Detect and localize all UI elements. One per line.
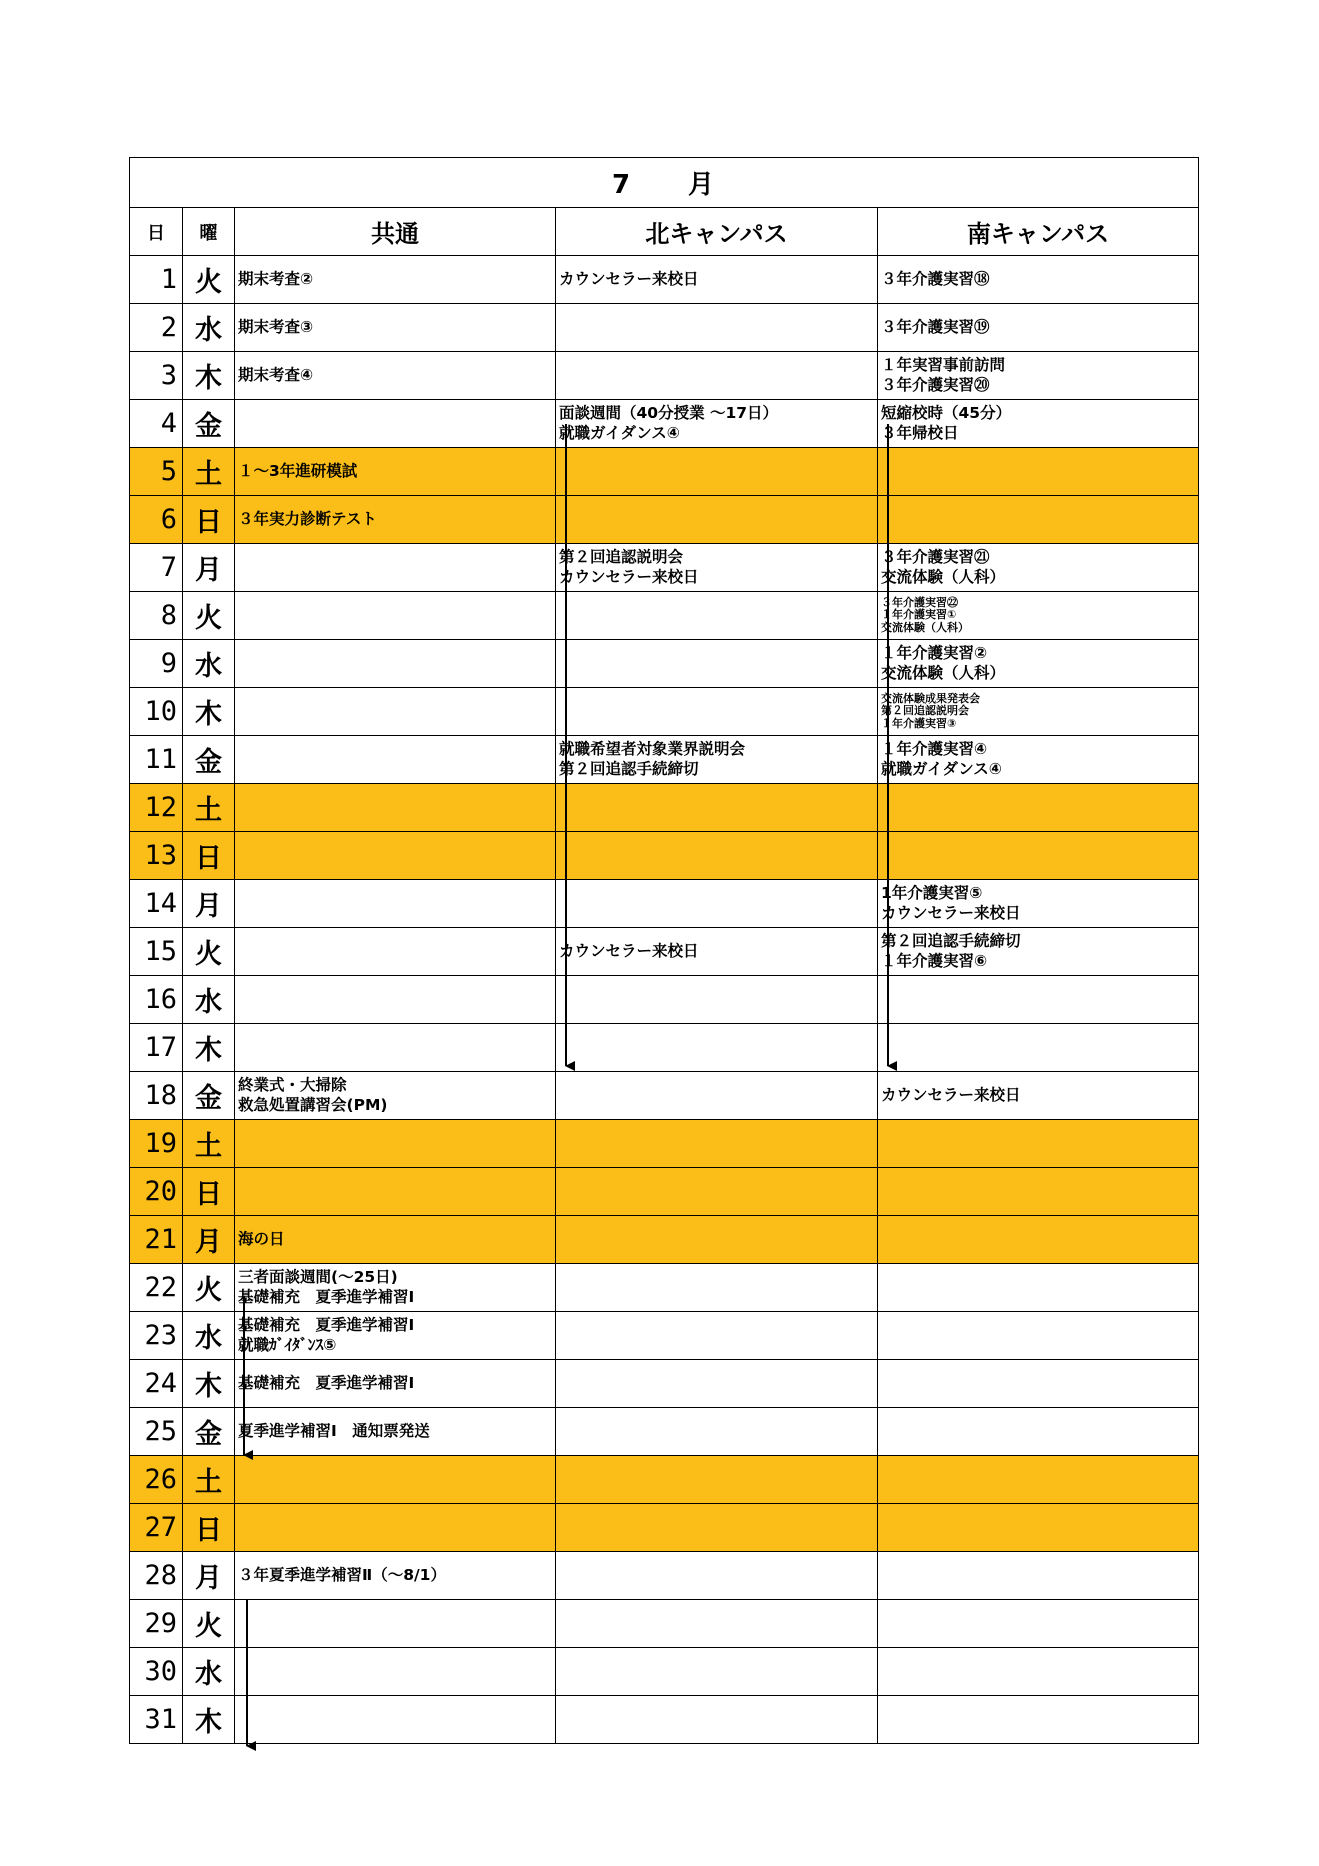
- south-event-text: 交流体験（人科）: [881, 567, 1006, 586]
- north-cell: [556, 544, 878, 592]
- day-row: [130, 1360, 1199, 1408]
- day-of-week: 月: [183, 1552, 235, 1600]
- day-number: 28: [130, 1552, 183, 1600]
- common-event-text: 期末考査④: [238, 365, 314, 384]
- south-cell: [878, 1120, 1199, 1168]
- day-row: [130, 1408, 1199, 1456]
- south-cell: [878, 688, 1199, 736]
- south-cell: [878, 1072, 1199, 1120]
- south-event-text: １年介護実習②: [881, 644, 988, 663]
- south-event-text: ３年介護実習⑳: [881, 375, 990, 394]
- south-cell: [878, 880, 1199, 928]
- day-number: 7: [130, 544, 183, 592]
- day-number: 8: [130, 592, 183, 640]
- north-event-text: 第２回追認手続締切: [559, 759, 699, 778]
- common-event-text: 基礎補充 夏季進学補習Ⅰ: [238, 1373, 415, 1392]
- north-cell: [556, 832, 878, 880]
- common-event-text: ３年夏季進学補習Ⅱ（～8/1）: [238, 1565, 446, 1584]
- day-row: [130, 640, 1199, 688]
- north-cell: [556, 496, 878, 544]
- day-of-week: 日: [183, 496, 235, 544]
- north-cell: [556, 592, 878, 640]
- day-of-week: 木: [183, 352, 235, 400]
- day-number: 18: [130, 1072, 183, 1120]
- day-of-week: 月: [183, 544, 235, 592]
- common-event-text: 基礎補充 夏季進学補習Ⅰ: [238, 1287, 415, 1306]
- south-cell: [878, 256, 1199, 304]
- day-of-week: 木: [183, 1360, 235, 1408]
- day-number: 13: [130, 832, 183, 880]
- common-event-text: 期末考査②: [238, 269, 314, 288]
- day-row: [130, 1168, 1199, 1216]
- south-cell: [878, 496, 1199, 544]
- south-event-text: ３年介護実習⑱: [881, 269, 990, 288]
- south-cell: [878, 400, 1199, 448]
- day-of-week: 水: [183, 1648, 235, 1696]
- common-cell: [235, 1696, 556, 1744]
- north-cell: [556, 688, 878, 736]
- common-cell: [235, 688, 556, 736]
- day-number: 22: [130, 1264, 183, 1312]
- day-number: 3: [130, 352, 183, 400]
- day-row: [130, 1600, 1199, 1648]
- day-number: 11: [130, 736, 183, 784]
- day-of-week: 木: [183, 688, 235, 736]
- day-of-week: 水: [183, 976, 235, 1024]
- south-event-text: １年介護実習③: [881, 716, 957, 730]
- south-event-text: ３年介護実習㉑: [881, 548, 990, 567]
- day-of-week: 月: [183, 880, 235, 928]
- day-of-week: 火: [183, 592, 235, 640]
- common-cell: [235, 640, 556, 688]
- south-cell: [878, 544, 1199, 592]
- day-number: 29: [130, 1600, 183, 1648]
- day-number: 17: [130, 1024, 183, 1072]
- common-cell: [235, 1648, 556, 1696]
- north-event-text: カウンセラー来校日: [559, 269, 699, 288]
- day-row: [130, 448, 1199, 496]
- south-event-text: カウンセラー来校日: [881, 1085, 1021, 1104]
- header-dow: 曜: [183, 208, 235, 256]
- south-event-text: １年介護実習④: [881, 740, 988, 759]
- south-event-text: ３年帰校日: [881, 423, 959, 442]
- day-number: 1: [130, 256, 183, 304]
- common-cell: [235, 352, 556, 400]
- day-of-week: 土: [183, 784, 235, 832]
- day-of-week: 土: [183, 1456, 235, 1504]
- day-row: [130, 1264, 1199, 1312]
- common-cell: [235, 1408, 556, 1456]
- day-number: 12: [130, 784, 183, 832]
- common-cell: [235, 928, 556, 976]
- common-event-text: 期末考査③: [238, 317, 314, 336]
- north-cell: [556, 640, 878, 688]
- common-cell: [235, 1264, 556, 1312]
- north-cell: [556, 1552, 878, 1600]
- south-cell: [878, 1552, 1199, 1600]
- north-cell: [556, 1216, 878, 1264]
- common-event-text: １～3年進研模試: [238, 461, 358, 480]
- day-number: 6: [130, 496, 183, 544]
- day-row: [130, 400, 1199, 448]
- north-cell: [556, 1120, 878, 1168]
- day-row: [130, 592, 1199, 640]
- common-event-text: 三者面談週間(～25日): [238, 1268, 398, 1287]
- south-cell: [878, 1696, 1199, 1744]
- day-row: [130, 1072, 1199, 1120]
- north-cell: [556, 352, 878, 400]
- day-row: [130, 1696, 1199, 1744]
- south-cell: [878, 1648, 1199, 1696]
- day-of-week: 火: [183, 1264, 235, 1312]
- south-event-text: １年介護実習⑥: [881, 951, 988, 970]
- common-cell: [235, 1600, 556, 1648]
- common-cell: [235, 1120, 556, 1168]
- day-row: [130, 832, 1199, 880]
- north-event-text: 面談週間（40分授業 ～17日）: [559, 404, 779, 423]
- day-row: [130, 1312, 1199, 1360]
- south-cell: [878, 1024, 1199, 1072]
- day-of-week: 日: [183, 1504, 235, 1552]
- day-of-week: 日: [183, 832, 235, 880]
- north-event-text: カウンセラー来校日: [559, 567, 699, 586]
- day-of-week: 月: [183, 1216, 235, 1264]
- north-cell: [556, 880, 878, 928]
- south-cell: [878, 976, 1199, 1024]
- day-number: 2: [130, 304, 183, 352]
- day-number: 30: [130, 1648, 183, 1696]
- common-cell: [235, 1168, 556, 1216]
- common-cell: [235, 1024, 556, 1072]
- day-number: 26: [130, 1456, 183, 1504]
- day-number: 9: [130, 640, 183, 688]
- south-event-text: 第２回追認手続締切: [881, 932, 1021, 951]
- south-cell: [878, 1264, 1199, 1312]
- south-cell: [878, 448, 1199, 496]
- north-cell: [556, 928, 878, 976]
- common-event-text: 終業式・大掃除: [238, 1076, 347, 1095]
- day-of-week: 日: [183, 1168, 235, 1216]
- south-cell: [878, 640, 1199, 688]
- day-number: 21: [130, 1216, 183, 1264]
- day-row: [130, 1456, 1199, 1504]
- day-row: [130, 544, 1199, 592]
- day-of-week: 水: [183, 304, 235, 352]
- day-number: 10: [130, 688, 183, 736]
- common-cell: [235, 1552, 556, 1600]
- day-row: [130, 304, 1199, 352]
- north-cell: [556, 1024, 878, 1072]
- common-event-text: 夏季進学補習Ⅰ 通知票発送: [238, 1421, 430, 1440]
- common-cell: [235, 1456, 556, 1504]
- south-event-text: ３年介護実習㉒: [881, 595, 958, 609]
- day-of-week: 金: [183, 1408, 235, 1456]
- day-row: [130, 1216, 1199, 1264]
- north-cell: [556, 304, 878, 352]
- day-row: [130, 496, 1199, 544]
- north-cell: [556, 1072, 878, 1120]
- north-cell: [556, 976, 878, 1024]
- south-cell: [878, 304, 1199, 352]
- north-event-text: カウンセラー来校日: [559, 941, 699, 960]
- day-row: [130, 1024, 1199, 1072]
- common-event-text: 海の日: [238, 1229, 285, 1248]
- day-row: [130, 1648, 1199, 1696]
- north-event-text: 就職希望者対象業界説明会: [559, 740, 746, 759]
- common-cell: [235, 880, 556, 928]
- north-event-text: 就職ガイダンス④: [559, 423, 680, 442]
- day-number: 31: [130, 1696, 183, 1744]
- day-number: 27: [130, 1504, 183, 1552]
- day-row: [130, 928, 1199, 976]
- south-cell: [878, 1312, 1199, 1360]
- header-north: 北キャンパス: [556, 208, 878, 256]
- day-number: 5: [130, 448, 183, 496]
- common-cell: [235, 832, 556, 880]
- common-cell: [235, 448, 556, 496]
- north-cell: [556, 400, 878, 448]
- south-event-text: 第２回追認説明会: [881, 704, 969, 718]
- north-event-text: 第２回追認説明会: [559, 548, 684, 567]
- day-number: 23: [130, 1312, 183, 1360]
- day-row: [130, 976, 1199, 1024]
- common-cell: [235, 1216, 556, 1264]
- common-cell: [235, 496, 556, 544]
- south-event-text: 交流体験（人科）: [881, 620, 969, 634]
- day-number: 4: [130, 400, 183, 448]
- common-event-text: ３年実力診断テスト: [238, 509, 377, 528]
- common-cell: [235, 784, 556, 832]
- common-cell: [235, 544, 556, 592]
- north-cell: [556, 1456, 878, 1504]
- south-cell: [878, 928, 1199, 976]
- south-event-text: 短縮校時（45分）: [881, 404, 1012, 423]
- south-event-text: ３年介護実習⑲: [881, 317, 990, 336]
- north-cell: [556, 1264, 878, 1312]
- day-of-week: 火: [183, 1600, 235, 1648]
- north-cell: [556, 736, 878, 784]
- south-cell: [878, 1168, 1199, 1216]
- south-cell: [878, 592, 1199, 640]
- day-row: [130, 688, 1199, 736]
- day-row: [130, 880, 1199, 928]
- day-row: [130, 784, 1199, 832]
- day-of-week: 火: [183, 928, 235, 976]
- day-row: [130, 1552, 1199, 1600]
- day-row: [130, 1120, 1199, 1168]
- north-cell: [556, 1648, 878, 1696]
- common-cell: [235, 400, 556, 448]
- day-of-week: 金: [183, 736, 235, 784]
- common-cell: [235, 1360, 556, 1408]
- day-row: [130, 1504, 1199, 1552]
- north-cell: [556, 1408, 878, 1456]
- common-cell: [235, 1504, 556, 1552]
- south-cell: [878, 352, 1199, 400]
- north-cell: [556, 1600, 878, 1648]
- common-cell: [235, 976, 556, 1024]
- south-cell: [878, 1504, 1199, 1552]
- day-number: 19: [130, 1120, 183, 1168]
- south-cell: [878, 1360, 1199, 1408]
- day-of-week: 水: [183, 1312, 235, 1360]
- north-cell: [556, 448, 878, 496]
- common-event-text: 就職ｶﾞｲﾀﾞﾝｽ⑤: [238, 1335, 337, 1354]
- day-of-week: 土: [183, 448, 235, 496]
- south-cell: [878, 1456, 1199, 1504]
- north-cell: [556, 1312, 878, 1360]
- header-row: [130, 208, 1199, 256]
- north-cell: [556, 1360, 878, 1408]
- day-number: 15: [130, 928, 183, 976]
- north-cell: [556, 784, 878, 832]
- common-event-text: 基礎補充 夏季進学補習Ⅰ: [238, 1316, 415, 1335]
- day-number: 14: [130, 880, 183, 928]
- north-cell: [556, 1168, 878, 1216]
- day-number: 25: [130, 1408, 183, 1456]
- south-event-text: 交流体験成果発表会: [881, 691, 980, 705]
- header-south: 南キャンパス: [878, 208, 1199, 256]
- header-date: 日: [130, 208, 183, 256]
- south-event-text: 就職ガイダンス④: [881, 759, 1002, 778]
- day-of-week: 木: [183, 1024, 235, 1072]
- south-cell: [878, 736, 1199, 784]
- header-common: 共通: [235, 208, 556, 256]
- south-event-text: １年介護実習①: [881, 608, 957, 622]
- common-cell: [235, 256, 556, 304]
- day-of-week: 金: [183, 400, 235, 448]
- common-cell: [235, 1072, 556, 1120]
- south-event-text: カウンセラー来校日: [881, 903, 1021, 922]
- south-cell: [878, 1600, 1199, 1648]
- common-cell: [235, 592, 556, 640]
- day-of-week: 土: [183, 1120, 235, 1168]
- day-number: 16: [130, 976, 183, 1024]
- day-number: 20: [130, 1168, 183, 1216]
- day-number: 24: [130, 1360, 183, 1408]
- north-cell: [556, 256, 878, 304]
- south-cell: [878, 784, 1199, 832]
- day-of-week: 金: [183, 1072, 235, 1120]
- south-event-text: 1年介護実習⑤: [881, 884, 983, 903]
- day-of-week: 水: [183, 640, 235, 688]
- common-event-text: 救急処置講習会(PM): [238, 1095, 388, 1114]
- day-of-week: 火: [183, 256, 235, 304]
- south-cell: [878, 1216, 1199, 1264]
- common-cell: [235, 304, 556, 352]
- north-cell: [556, 1504, 878, 1552]
- day-row: [130, 256, 1199, 304]
- title-row: [130, 158, 1199, 208]
- month-title: 7 月: [130, 158, 1199, 208]
- north-cell: [556, 1696, 878, 1744]
- day-row: [130, 352, 1199, 400]
- common-cell: [235, 736, 556, 784]
- day-of-week: 木: [183, 1696, 235, 1744]
- south-event-text: １年実習事前訪問: [881, 356, 1006, 375]
- common-cell: [235, 1312, 556, 1360]
- south-cell: [878, 1408, 1199, 1456]
- south-event-text: 交流体験（人科）: [881, 663, 1006, 682]
- monthly-schedule-table: [129, 157, 1199, 1744]
- day-row: [130, 736, 1199, 784]
- south-cell: [878, 832, 1199, 880]
